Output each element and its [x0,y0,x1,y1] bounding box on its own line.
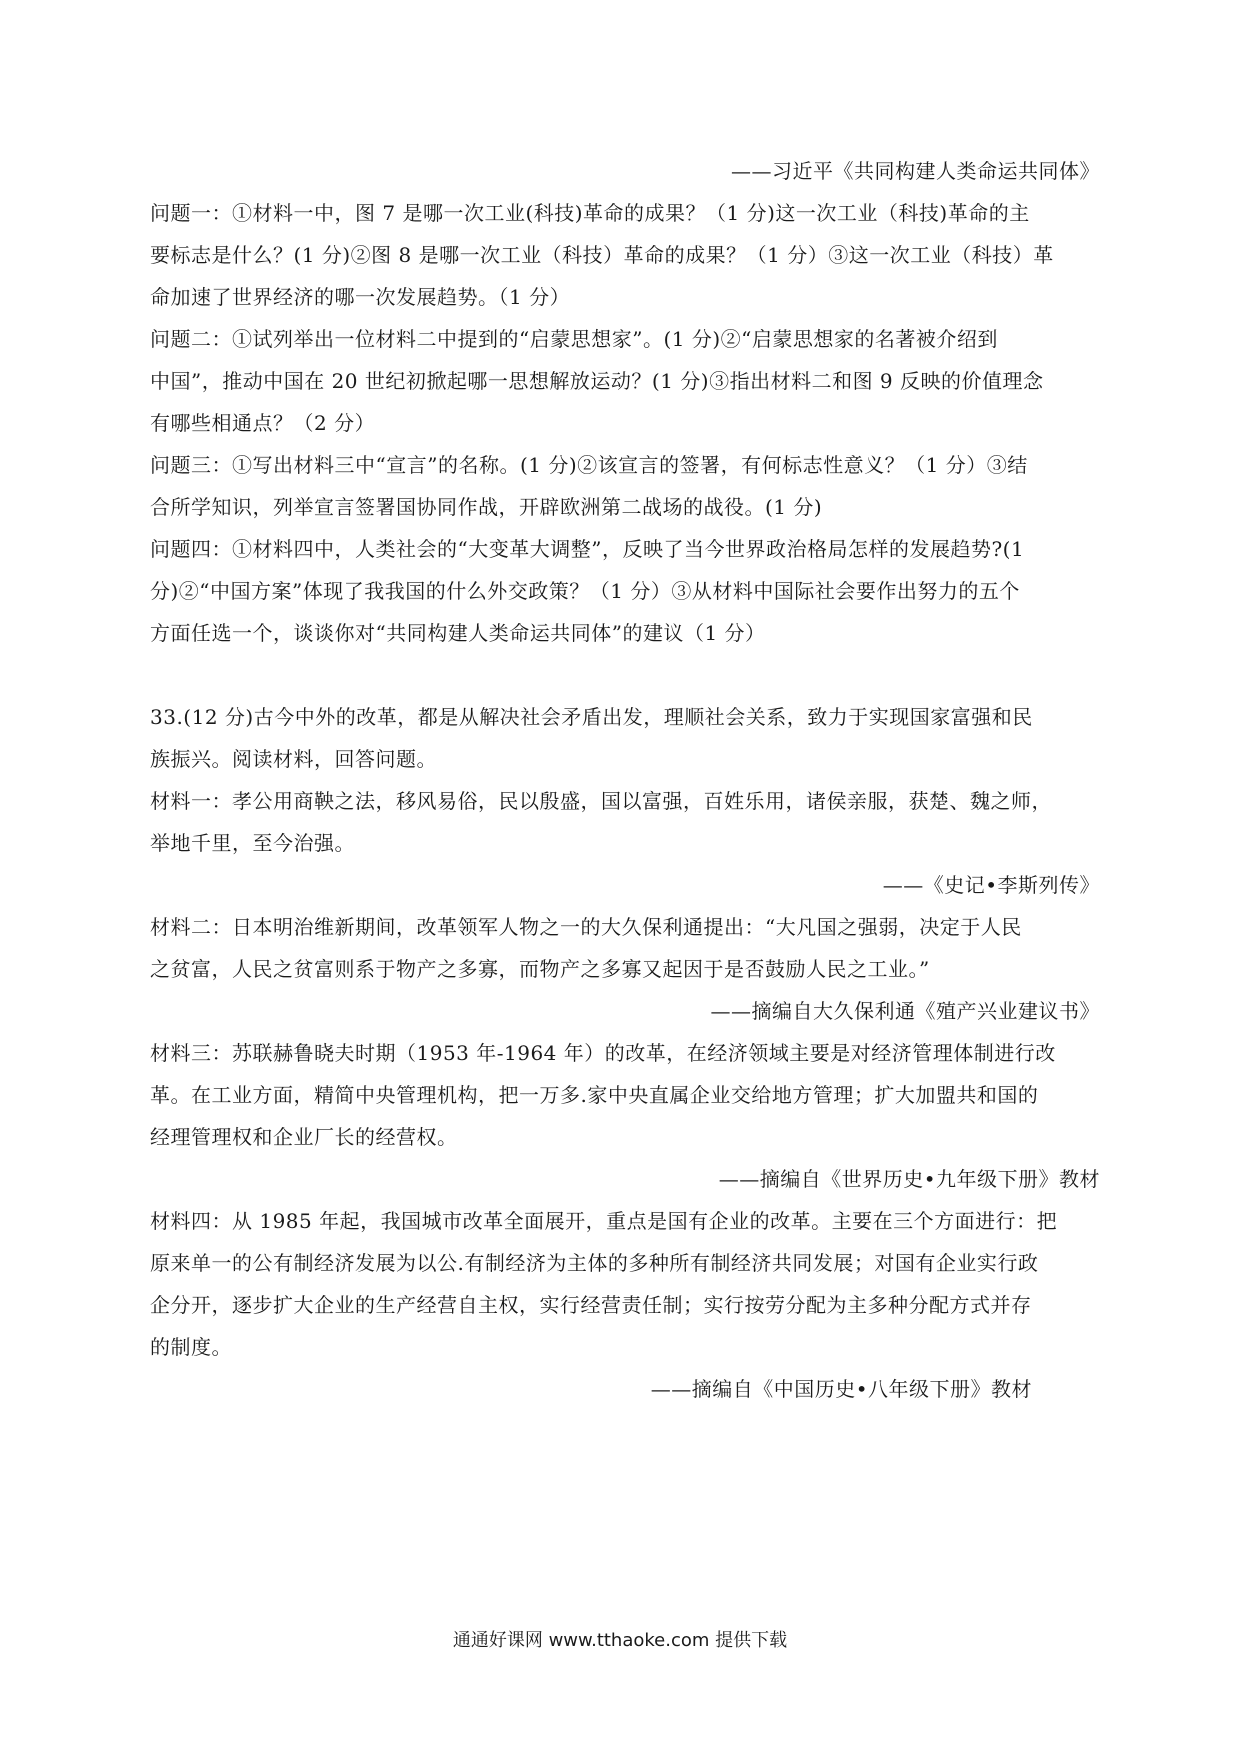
question-2-line: 问题二：①试列举出一位材料二中提到的“启蒙思想家”。(1 分)②“启蒙思想家的名著被介绍到 [150,327,998,351]
material-3-line: 革。在工业方面，精简中央管理机构，把一万多.家中央直属企业交给地方管理；扩大加盟共和国的 [150,1083,1039,1107]
page-footer: 通通好课网 www.tthaoke.com 提供下载 [452,1630,788,1651]
question-3-line: 问题三：①写出材料三中“宣言”的名称。(1 分)②该宣言的签署，有何标志性意义？（1 分）③结 [150,453,1028,477]
question-4-line: 方面任选一个，谈谈你对“共同构建人类命运共同体”的建议（1 分） [150,621,766,645]
material-4-line: 原来单一的公有制经济发展为以公.有制经济为主体的多种所有制经济共同发展；对国有企业实行政 [150,1251,1039,1275]
document-page [150,150,1100,1710]
question-3-line: 合所学知识，列举宣言签署国协同作战，开辟欧洲第二战场的战役。(1 分) [150,495,823,519]
material-3-line: 材料三：苏联赫鲁晓夫时期（1953 年-1964 年）的改革，在经济领域主要是对经济管理体制进行改 [150,1041,1056,1065]
material-4-source: ——摘编自《中国历史•八年级下册》教材 [650,1377,1032,1401]
material-2-line: 之贫富，人民之贫富则系于物产之多寡，而物产之多寡又起因于是否鼓励人民之工业。” [150,957,930,981]
material-1-line: 举地千里，至今治强。 [150,831,355,855]
question-2-line: 中国”，推动中国在 20 世纪初掀起哪一思想解放运动？(1 分)③指出材料二和图 9 反映的价值理念 [150,369,1044,393]
material-3-source: ——摘编自《世界历史•九年级下册》教材 [718,1167,1100,1191]
material-1-source: ——《史记•李斯列传》 [882,873,1100,897]
question-1-line: 要标志是什么？(1 分)②图 8 是哪一次工业（科技）革命的成果？（1 分）③这一次工业（科技）革 [150,243,1054,267]
question-1-line: 命加速了世界经济的哪一次发展趋势。（1 分） [150,285,571,309]
q33-intro-line: 族振兴。阅读材料，回答问题。 [150,747,437,771]
material-1-line: 材料一：孝公用商鞅之法，移风易俗，民以殷盛，国以富强，百姓乐用，诸侯亲服，获楚、魏之师， [150,789,1052,813]
material-2-line: 材料二：日本明治维新期间，改革领军人物之一的大久保利通提出：“大凡国之强弱，决定于人民 [150,915,1022,939]
question-4-line: 问题四：①材料四中，人类社会的“大变革大调整”，反映了当今世界政治格局怎样的发展趋势?(1 [150,537,1025,561]
question-2-line: 有哪些相通点？（2 分） [150,411,376,435]
material-3-line: 经理管理权和企业厂长的经营权。 [150,1125,458,1149]
question-1-line: 问题一：①材料一中，图 7 是哪一次工业(科技)革命的成果？（1 分)这一次工业（科技)革命的主 [150,201,1030,225]
material-2-source: ——摘编自大久保利通《殖产兴业建议书》 [710,999,1100,1023]
source-citation: ——习近平《共同构建人类命运共同体》 [731,159,1100,183]
section-spacer [150,654,1100,696]
material-4-line: 材料四：从 1985 年起，我国城市改革全面展开，重点是国有企业的改革。主要在三个方面进行：把 [150,1209,1058,1233]
q33-intro-line: 33.(12 分)古今中外的改革，都是从解决社会矛盾出发，理顺社会关系，致力于实现国家富强和民 [150,705,1033,729]
question-4-line: 分)②“中国方案”体现了我我国的什么外交政策？（1 分）③从材料中国际社会要作出努力的五个 [150,579,1020,603]
material-4-line: 的制度。 [150,1335,232,1359]
material-4-line: 企分开，逐步扩大企业的生产经营自主权，实行经营责任制；实行按劳分配为主多种分配方式并存 [150,1293,1032,1317]
